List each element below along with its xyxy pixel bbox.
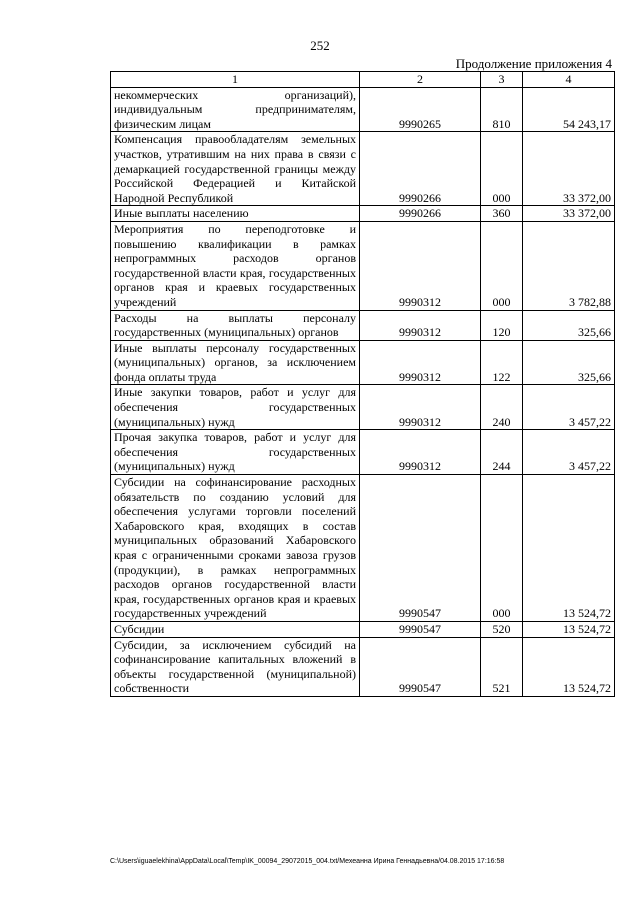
header-col-1: 1 xyxy=(111,72,360,88)
row-sum: 3 457,22 xyxy=(523,385,615,430)
table-header-row xyxy=(111,72,615,88)
row-code: 9990312 xyxy=(360,310,481,340)
row-code: 9990312 xyxy=(360,430,481,475)
row-sum: 325,66 xyxy=(523,340,615,385)
row-code: 9990312 xyxy=(360,385,481,430)
table-row xyxy=(111,621,615,637)
budget-table xyxy=(110,71,615,697)
continuation-label: Продолжение приложения 4 xyxy=(455,56,612,71)
header-col-4: 4 xyxy=(523,72,615,88)
table-row xyxy=(111,310,615,340)
row-sum: 13 524,72 xyxy=(523,475,615,622)
file-path-footer: C:\Users\iguaelekhina\AppData\Local\Temp\IK_00094_29072015_004.txt/Мехеанна Ирина Геннадьевна/04.08.2015 17:16:58 xyxy=(110,858,505,865)
row-sum: 33 372,00 xyxy=(523,132,615,206)
row-sum: 325,66 xyxy=(523,310,615,340)
table-row xyxy=(111,475,615,622)
row-description: некоммерческих организаций), индивидуальным предпринимателям, физическим лицам xyxy=(111,87,360,132)
row-description: Иные выплаты персоналу государственных (муниципальных) органов, за исключением фонда оплаты труда xyxy=(111,340,360,385)
row-description: Мероприятия по переподготовке и повышению квалификации в рамках непрограммных расходов органов государственной власти края, государственных органов края и краевых государственных учреждений xyxy=(111,221,360,310)
row-description: Компенсация правообладателям земельных участков, утратившим на них права в связи с демаркацией государственной границы между Российской Федерацией и Китайской Народной Республикой xyxy=(111,132,360,206)
row-kvr: 810 xyxy=(481,87,523,132)
row-kvr: 521 xyxy=(481,637,523,696)
table-row xyxy=(111,385,615,430)
table-row xyxy=(111,206,615,222)
row-kvr: 000 xyxy=(481,475,523,622)
row-sum: 3 782,88 xyxy=(523,221,615,310)
row-description: Расходы на выплаты персоналу государственных (муниципальных) органов xyxy=(111,310,360,340)
row-sum: 13 524,72 xyxy=(523,637,615,696)
row-code: 9990312 xyxy=(360,221,481,310)
table-row xyxy=(111,132,615,206)
row-code: 9990266 xyxy=(360,206,481,222)
row-code: 9990312 xyxy=(360,340,481,385)
row-description: Иные закупки товаров, работ и услуг для обеспечения государственных (муниципальных) нужд xyxy=(111,385,360,430)
row-description: Субсидии xyxy=(111,621,360,637)
row-description: Субсидии, за исключением субсидий на софинансирование капитальных вложений в объекты государственной (муниципальной) собственности xyxy=(111,637,360,696)
row-kvr: 240 xyxy=(481,385,523,430)
table-row xyxy=(111,340,615,385)
row-code: 9990266 xyxy=(360,132,481,206)
row-code: 9990547 xyxy=(360,621,481,637)
table-row xyxy=(111,87,615,132)
row-description: Прочая закупка товаров, работ и услуг для обеспечения государственных (муниципальных) нужд xyxy=(111,430,360,475)
row-kvr: 000 xyxy=(481,132,523,206)
row-kvr: 520 xyxy=(481,621,523,637)
row-sum: 3 457,22 xyxy=(523,430,615,475)
row-kvr: 122 xyxy=(481,340,523,385)
row-sum: 33 372,00 xyxy=(523,206,615,222)
row-description: Иные выплаты населению xyxy=(111,206,360,222)
row-sum: 54 243,17 xyxy=(523,87,615,132)
table-row xyxy=(111,221,615,310)
table-row xyxy=(111,637,615,696)
row-kvr: 244 xyxy=(481,430,523,475)
row-kvr: 120 xyxy=(481,310,523,340)
header-col-3: 3 xyxy=(481,72,523,88)
row-kvr: 360 xyxy=(481,206,523,222)
row-code: 9990265 xyxy=(360,87,481,132)
row-code: 9990547 xyxy=(360,475,481,622)
row-sum: 13 524,72 xyxy=(523,621,615,637)
row-description: Субсидии на софинансирование расходных обязательств по созданию условий для обеспечения услугами торговли поселений Хабаровского края, входящих в состав муниципальных образований Хабаровского края с ограниченными сроками завоза грузов (продукции), в рамках непрограммных расходов органов государственной власти края, государственных органов края и краевых государственных учреждений xyxy=(111,475,360,622)
header-col-2: 2 xyxy=(360,72,481,88)
page-number: 252 xyxy=(310,38,330,53)
row-kvr: 000 xyxy=(481,221,523,310)
row-code: 9990547 xyxy=(360,637,481,696)
table-row xyxy=(111,430,615,475)
